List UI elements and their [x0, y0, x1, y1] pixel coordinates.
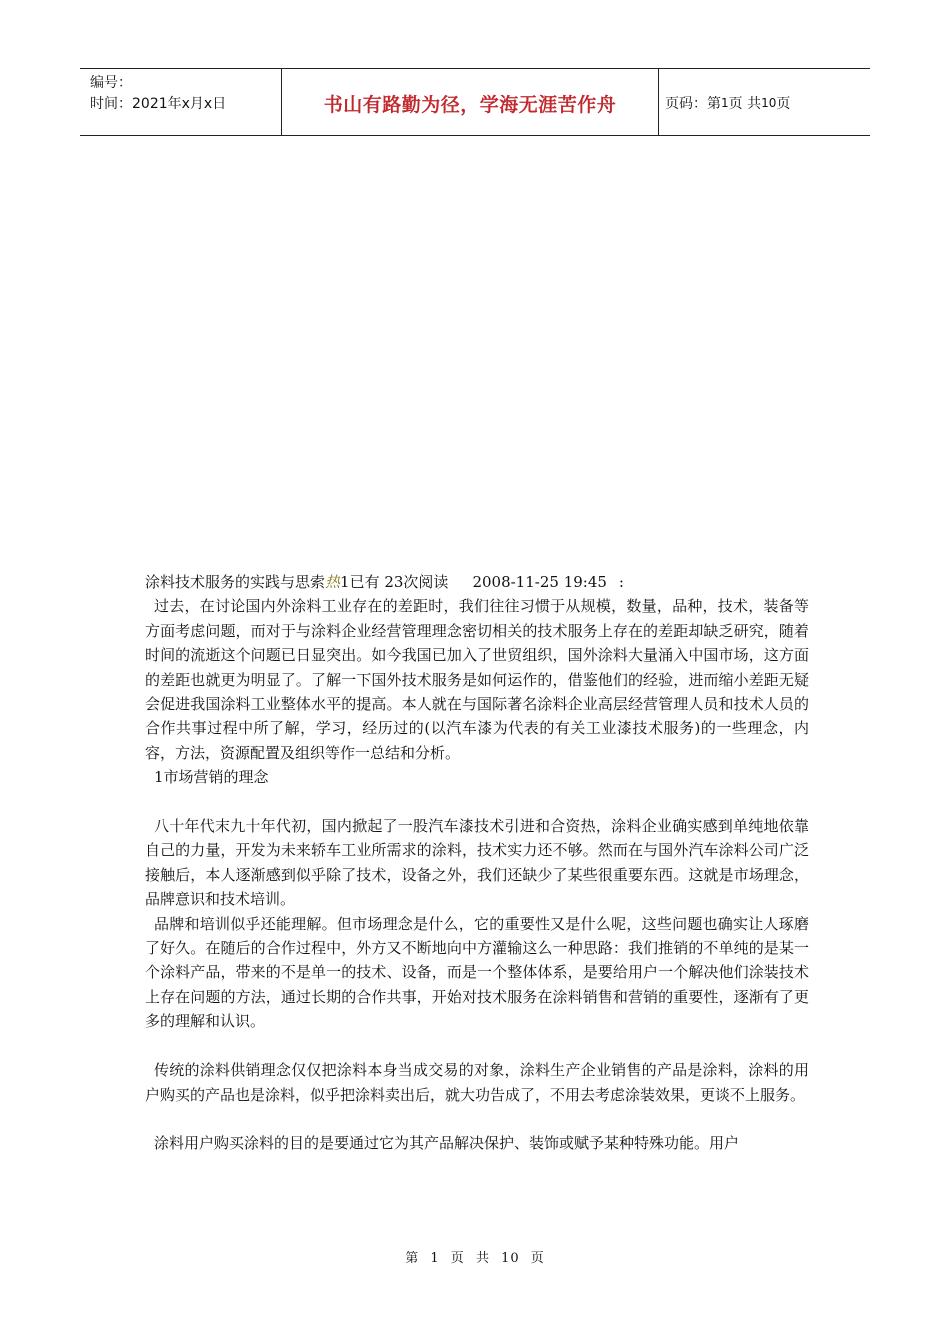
title-colon: : — [618, 573, 624, 591]
footer-current-page: 1 — [430, 1251, 440, 1266]
time-label: 时间：2021年x月x日 — [90, 96, 227, 112]
header-page-counter — [659, 69, 870, 135]
hot-label: 热 — [325, 573, 341, 591]
header-motto-cell — [281, 69, 659, 135]
header-meta — [80, 69, 281, 135]
footer-gong: 共 — [475, 1251, 490, 1266]
paragraph: 过去，在讨论国内外涂料工业存在的差距时，我们往往习惯于从规模，数量，品种，技术，装备等方面考虑问题，而对于与涂料企业经营管理理念密切相关的技术服务上存在的差距却缺乏研究，随着时间的流逝这个问题已日显突出。如今我国已加入了世贸组织，国外涂料大量涌入中国市场，这方面的差距也就更为明显了。了解一下国外技术服务是如何运作的，借鉴他们的经验，进而缩小差距无疑会促进我国涂料工业整体水平的提高。本人就在与国际著名涂料企业高层经营管理人员和技术人员的合作共事过程中所了解，学习，经历过的(以汽车漆为代表的有关工业漆技术服务)的一些理念，内容，方法，资源配置及组织等作一总结和分析。 — [145, 597, 809, 762]
paragraph: 品牌和培训似乎还能理解。但市场理念是什么，它的重要性又是什么呢，这些问题也确实让人琢磨了好久。在随后的合作过程中，外方又不断地向中方灌输这么一种思路：我们推销的不单纯的是某一个涂料产品，带来的不是单一的技术、设备，而是一个整体体系，是要给用户一个解决他们涂装技术上存在问题的方法，通过长期的合作共事，开始对技术服务在涂料销售和营销的重要性，逐渐有了更多的理解和认识。 — [145, 914, 809, 1031]
footer-ye: 页 — [450, 1251, 465, 1266]
paragraph: 传统的涂料供销理念仅仅把涂料本身当成交易的对象，涂料生产企业销售的产品是涂料，涂料的用户购买的产品也是涂料，似乎把涂料卖出后，就大功告成了，不用去考虑涂装效果，更谈不上服务。 — [145, 1061, 809, 1104]
footer-di: 第 — [405, 1251, 420, 1266]
page-footer — [0, 1247, 950, 1266]
page-current-number: 1 — [721, 96, 729, 110]
page-label-end: 页 — [776, 96, 791, 112]
paragraph: 涂料用户购买涂料的目的是要通过它为其产品解决保护、装饰或赋予某种特殊功能。用户 — [154, 1134, 740, 1153]
page-header — [80, 68, 870, 136]
footer-total-pages: 10 — [501, 1251, 520, 1266]
article-title-line — [145, 570, 809, 594]
page-label-mid: 页 共 — [728, 96, 762, 112]
serial-number-label: 编号： — [90, 75, 132, 91]
article-body — [145, 570, 809, 1156]
page-label-prefix: 页码：第 — [665, 96, 721, 112]
motto-text: 书山有路勤为径，学海无涯苦作舟 — [323, 93, 617, 116]
footer-ye-end: 页 — [530, 1251, 545, 1266]
article-timestamp: 2008-11-25 19:45 — [472, 573, 607, 591]
section-heading: 1市场营销的理念 — [154, 768, 269, 787]
article-title: 涂料技术服务的实践与思索 — [145, 573, 326, 591]
paragraph: 八十年代末九十年代初，国内掀起了一股汽车漆技术引进和合资热，涂料企业确实感到单纯地依靠自己的力量，开发为未来轿车工业所需求的涂料，技术实力还不够。然而在与国外汽车涂料公司广泛接触后，本人逐渐感到似乎除了技术，设备之外，我们还缺少了某些很重要东西。这就是市场理念，品牌意识和技术培训。 — [145, 817, 809, 909]
page-total-number: 10 — [761, 96, 777, 110]
read-count: 1已有 23次阅读 — [340, 573, 449, 591]
